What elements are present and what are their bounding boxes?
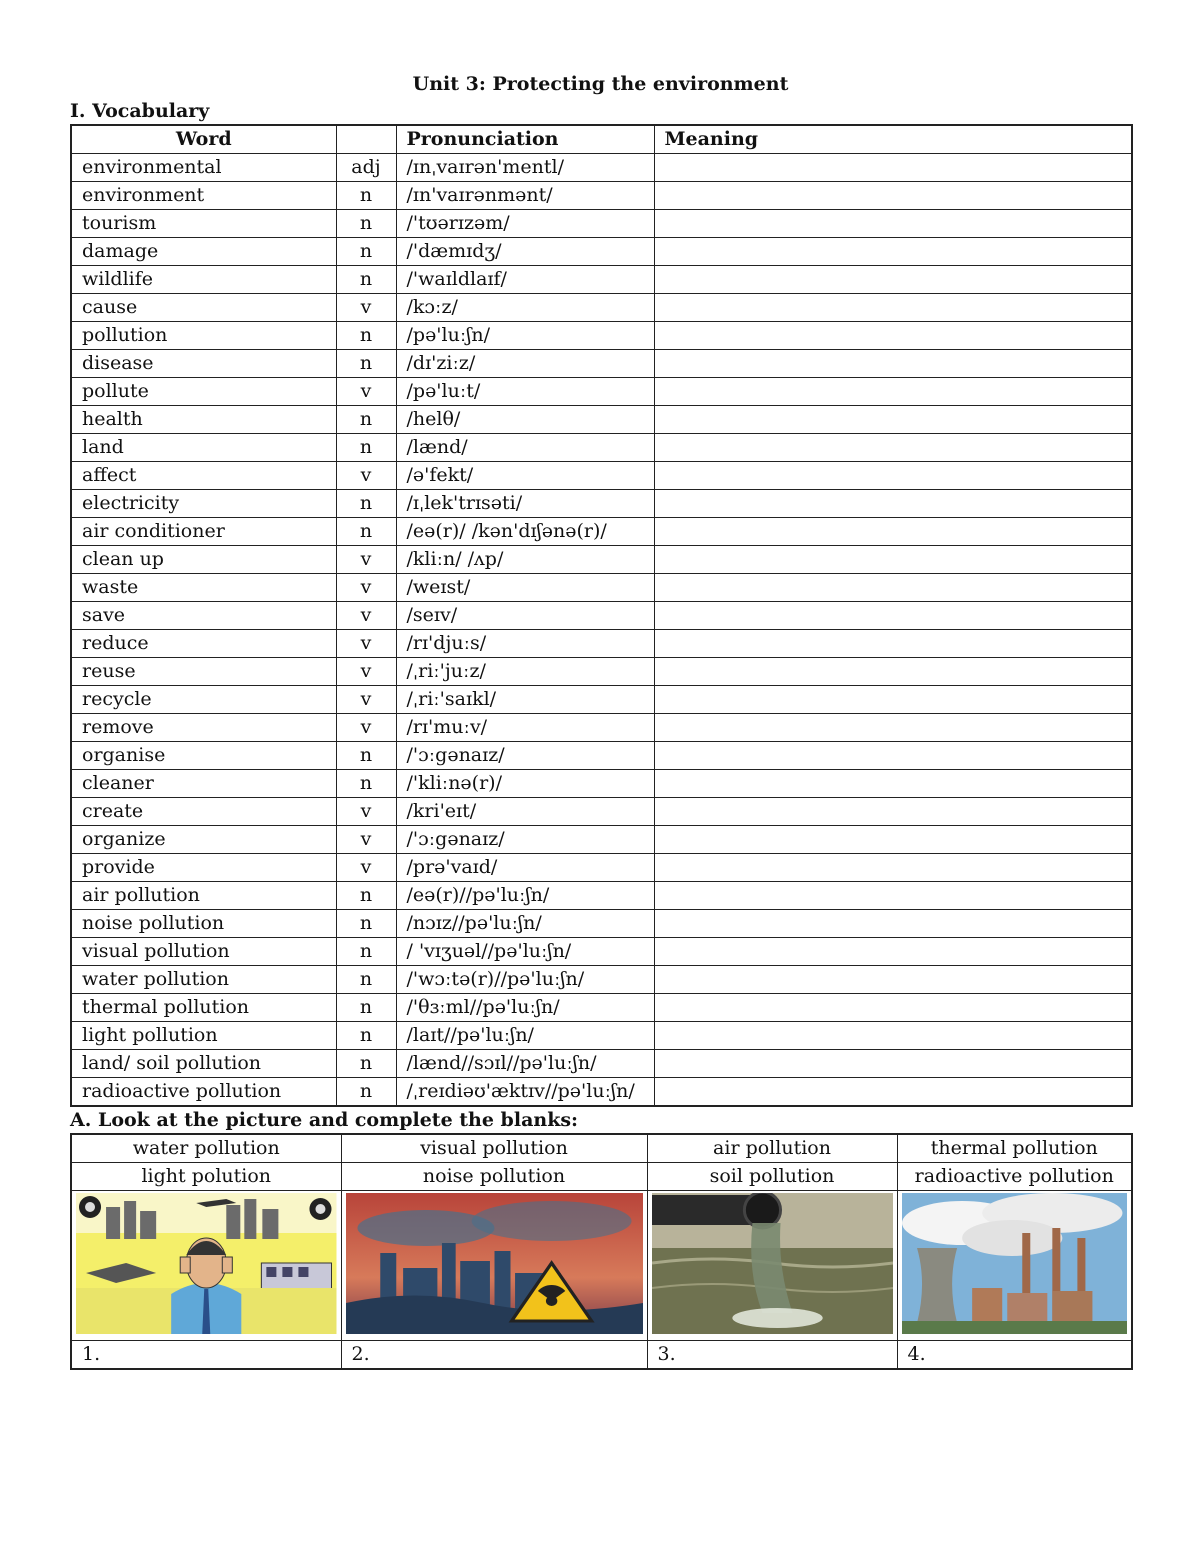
vocab-part-of-speech: v — [336, 294, 396, 322]
vocab-part-of-speech: v — [336, 714, 396, 742]
vocab-row — [71, 574, 1132, 602]
vocab-pronunciation: /'dæmɪdʒ/ — [396, 238, 654, 266]
vocab-word: recycle — [71, 686, 336, 714]
vocab-row — [71, 518, 1132, 546]
vocab-part-of-speech: n — [336, 1022, 396, 1050]
vocab-part-of-speech: n — [336, 182, 396, 210]
vocab-word: environment — [71, 182, 336, 210]
vocab-part-of-speech: n — [336, 406, 396, 434]
vocab-word: pollute — [71, 378, 336, 406]
vocab-word: provide — [71, 854, 336, 882]
vocab-part-of-speech: n — [336, 994, 396, 1022]
vocab-pronunciation: /eə(r)/ /kən'dɪʃənə(r)/ — [396, 518, 654, 546]
vocab-meaning-blank[interactable] — [654, 938, 1132, 966]
vocab-pronunciation: /ˌreɪdiəʊ'æktɪv//pə'luːʃn/ — [396, 1078, 654, 1107]
vocab-word: save — [71, 602, 336, 630]
vocab-pronunciation: /ɪn'vaɪrənmənt/ — [396, 182, 654, 210]
vocab-row — [71, 658, 1132, 686]
vocab-word: wildlife — [71, 266, 336, 294]
vocab-word: electricity — [71, 490, 336, 518]
vocab-part-of-speech: adj — [336, 154, 396, 182]
vocab-word: pollution — [71, 322, 336, 350]
vocab-word: damage — [71, 238, 336, 266]
vocab-word: air conditioner — [71, 518, 336, 546]
vocab-part-of-speech: v — [336, 686, 396, 714]
vocab-row — [71, 406, 1132, 434]
header-meaning: Meaning — [654, 125, 1132, 154]
vocab-row — [71, 742, 1132, 770]
vocab-meaning-blank[interactable] — [654, 770, 1132, 798]
radioactive-factory-illustration-icon — [346, 1193, 643, 1334]
vocab-meaning-blank[interactable] — [654, 630, 1132, 658]
vocab-meaning-blank[interactable] — [654, 518, 1132, 546]
vocab-pronunciation: /'θɜːml//pə'luːʃn/ — [396, 994, 654, 1022]
word-bank-item: air pollution — [647, 1134, 897, 1163]
picture-cell-2 — [341, 1191, 647, 1341]
vocab-part-of-speech: v — [336, 378, 396, 406]
vocab-part-of-speech: n — [336, 966, 396, 994]
picture-cell-4 — [897, 1191, 1132, 1341]
vocab-word: reuse — [71, 658, 336, 686]
vocab-meaning-blank[interactable] — [654, 742, 1132, 770]
vocab-word: health — [71, 406, 336, 434]
vocab-meaning-blank[interactable] — [654, 1078, 1132, 1107]
vocab-meaning-blank[interactable] — [654, 490, 1132, 518]
vocab-part-of-speech: n — [336, 938, 396, 966]
vocab-pronunciation: /ɪnˌvaɪrən'mentl/ — [396, 154, 654, 182]
vocab-word: cleaner — [71, 770, 336, 798]
vocab-row — [71, 210, 1132, 238]
vocab-pronunciation: /dɪ'ziːz/ — [396, 350, 654, 378]
vocab-row — [71, 686, 1132, 714]
vocab-pronunciation: /'ɔːgənaɪz/ — [396, 826, 654, 854]
vocab-word: noise pollution — [71, 910, 336, 938]
vocab-word: remove — [71, 714, 336, 742]
vocab-meaning-blank[interactable] — [654, 714, 1132, 742]
vocab-row — [71, 714, 1132, 742]
header-pronunciation: Pronunciation — [396, 125, 654, 154]
vocab-row — [71, 630, 1132, 658]
vocab-part-of-speech: v — [336, 602, 396, 630]
vocab-part-of-speech: v — [336, 826, 396, 854]
vocab-meaning-blank[interactable] — [654, 210, 1132, 238]
vocab-meaning-blank[interactable] — [654, 182, 1132, 210]
vocabulary-table — [70, 124, 1133, 1107]
vocab-meaning-blank[interactable] — [654, 686, 1132, 714]
vocab-pronunciation: /helθ/ — [396, 406, 654, 434]
vocab-part-of-speech: n — [336, 210, 396, 238]
vocab-part-of-speech: n — [336, 910, 396, 938]
vocab-word: affect — [71, 462, 336, 490]
vocab-part-of-speech: v — [336, 798, 396, 826]
pipe-discharging-water-photo-icon — [652, 1193, 893, 1334]
vocab-row — [71, 882, 1132, 910]
vocab-word: land/ soil pollution — [71, 1050, 336, 1078]
vocab-row — [71, 294, 1132, 322]
word-bank-item: soil pollution — [647, 1163, 897, 1191]
vocab-row — [71, 1050, 1132, 1078]
vocab-pronunciation: / 'vɪʒuəl//pə'luːʃn/ — [396, 938, 654, 966]
word-bank-item: water pollution — [71, 1134, 341, 1163]
vocab-row — [71, 966, 1132, 994]
vocab-part-of-speech: v — [336, 574, 396, 602]
vocab-part-of-speech: v — [336, 658, 396, 686]
vocab-pronunciation: /seɪv/ — [396, 602, 654, 630]
page-title: Unit 3: Protecting the environment — [412, 73, 789, 95]
vocab-pronunciation: /kri'eɪt/ — [396, 798, 654, 826]
vocab-word: cause — [71, 294, 336, 322]
vocab-row — [71, 434, 1132, 462]
vocab-pronunciation: /lænd//sɔɪl//pə'luːʃn/ — [396, 1050, 654, 1078]
vocab-word: organise — [71, 742, 336, 770]
vocab-pronunciation: /eə(r)//pə'luːʃn/ — [396, 882, 654, 910]
vocab-pronunciation: /rɪ'djuːs/ — [396, 630, 654, 658]
vocab-part-of-speech: n — [336, 770, 396, 798]
vocab-part-of-speech: n — [336, 434, 396, 462]
vocab-meaning-blank[interactable] — [654, 798, 1132, 826]
vocab-part-of-speech: n — [336, 742, 396, 770]
word-bank-item: thermal pollution — [897, 1134, 1132, 1163]
vocab-pronunciation: /nɔɪz//pə'luːʃn/ — [396, 910, 654, 938]
header-word: Word — [71, 125, 336, 154]
vocab-pronunciation: /kliːn/ /ʌp/ — [396, 546, 654, 574]
vocab-row — [71, 546, 1132, 574]
vocab-word: disease — [71, 350, 336, 378]
vocab-meaning-blank[interactable] — [654, 462, 1132, 490]
vocab-meaning-blank[interactable] — [654, 854, 1132, 882]
vocab-part-of-speech: n — [336, 518, 396, 546]
picture-cell-1 — [71, 1191, 341, 1341]
vocab-meaning-blank[interactable] — [654, 966, 1132, 994]
vocab-row — [71, 182, 1132, 210]
vocab-pronunciation: /'tʊərɪzəm/ — [396, 210, 654, 238]
vocab-row — [71, 490, 1132, 518]
vocab-word: tourism — [71, 210, 336, 238]
vocab-word: clean up — [71, 546, 336, 574]
word-bank-item: visual pollution — [341, 1134, 647, 1163]
vocab-meaning-blank[interactable] — [654, 322, 1132, 350]
answer-blank-1[interactable]: 1. — [71, 1341, 341, 1370]
vocab-pronunciation: /prə'vaɪd/ — [396, 854, 654, 882]
vocab-body — [71, 154, 1132, 1107]
vocab-word: organize — [71, 826, 336, 854]
vocab-word: thermal pollution — [71, 994, 336, 1022]
word-bank-row — [71, 1134, 1132, 1163]
vocab-word: reduce — [71, 630, 336, 658]
worksheet-page — [70, 70, 1131, 1370]
header-pos — [336, 125, 396, 154]
vocab-row — [71, 798, 1132, 826]
vocab-part-of-speech: n — [336, 490, 396, 518]
vocab-meaning-blank[interactable] — [654, 238, 1132, 266]
vocab-part-of-speech: v — [336, 854, 396, 882]
vocab-pronunciation: /weɪst/ — [396, 574, 654, 602]
vocab-part-of-speech: v — [336, 630, 396, 658]
vocab-row — [71, 154, 1132, 182]
vocab-row — [71, 266, 1132, 294]
vocab-pronunciation: /lænd/ — [396, 434, 654, 462]
answer-blank-3[interactable]: 3. — [647, 1341, 897, 1370]
word-bank-item: noise pollution — [341, 1163, 647, 1191]
word-bank-item: radioactive pollution — [897, 1163, 1132, 1191]
vocab-part-of-speech: n — [336, 266, 396, 294]
vocab-meaning-blank[interactable] — [654, 546, 1132, 574]
vocab-part-of-speech: v — [336, 462, 396, 490]
vocab-pronunciation: /'kliːnə(r)/ — [396, 770, 654, 798]
vocab-part-of-speech: n — [336, 1050, 396, 1078]
vocab-pronunciation: /'ɔːgənaɪz/ — [396, 742, 654, 770]
vocab-pronunciation: /laɪt//pə'luːʃn/ — [396, 1022, 654, 1050]
picture-exercise-table — [70, 1133, 1133, 1370]
vocab-meaning-blank[interactable] — [654, 1050, 1132, 1078]
cooling-towers-power-plant-photo-icon — [902, 1193, 1128, 1334]
vocab-meaning-blank[interactable] — [654, 378, 1132, 406]
vocab-meaning-blank[interactable] — [654, 910, 1132, 938]
vocab-row — [71, 1022, 1132, 1050]
vocab-pronunciation: /rɪ'muːv/ — [396, 714, 654, 742]
vocab-row — [71, 770, 1132, 798]
picture-row — [71, 1191, 1132, 1341]
answer-blank-2[interactable]: 2. — [341, 1341, 647, 1370]
vocab-part-of-speech: n — [336, 238, 396, 266]
vocab-row — [71, 322, 1132, 350]
vocab-meaning-blank[interactable] — [654, 826, 1132, 854]
word-bank-item: light polution — [71, 1163, 341, 1191]
vocab-row — [71, 602, 1132, 630]
vocab-pronunciation: /ɪˌlek'trɪsəti/ — [396, 490, 654, 518]
vocab-meaning-blank[interactable] — [654, 294, 1132, 322]
vocab-row — [71, 854, 1132, 882]
vocab-meaning-blank[interactable] — [654, 994, 1132, 1022]
vocab-word: radioactive pollution — [71, 1078, 336, 1107]
vocab-word: create — [71, 798, 336, 826]
vocab-row — [71, 378, 1132, 406]
vocab-word: water pollution — [71, 966, 336, 994]
vocab-row — [71, 238, 1132, 266]
vocab-part-of-speech: n — [336, 882, 396, 910]
vocab-word: land — [71, 434, 336, 462]
vocab-word: environmental — [71, 154, 336, 182]
vocab-row — [71, 910, 1132, 938]
vocab-meaning-blank[interactable] — [654, 602, 1132, 630]
vocab-row — [71, 826, 1132, 854]
vocab-row — [71, 938, 1132, 966]
answer-row — [71, 1341, 1132, 1370]
vocab-meaning-blank[interactable] — [654, 434, 1132, 462]
vocab-pronunciation: /ˌriː'juːz/ — [396, 658, 654, 686]
answer-blank-4[interactable]: 4. — [897, 1341, 1132, 1370]
vocab-pronunciation: /'waɪldlaɪf/ — [396, 266, 654, 294]
vocab-row — [71, 1078, 1132, 1107]
vocab-header-row — [71, 125, 1132, 154]
vocab-part-of-speech: v — [336, 546, 396, 574]
vocab-part-of-speech: n — [336, 322, 396, 350]
picture-cell-3 — [647, 1191, 897, 1341]
vocab-meaning-blank[interactable] — [654, 1022, 1132, 1050]
vocab-row — [71, 994, 1132, 1022]
vocab-meaning-blank[interactable] — [654, 266, 1132, 294]
word-bank-row — [71, 1163, 1132, 1191]
vocab-word: visual pollution — [71, 938, 336, 966]
vocab-meaning-blank[interactable] — [654, 154, 1132, 182]
vocab-meaning-blank[interactable] — [654, 406, 1132, 434]
vocab-row — [71, 462, 1132, 490]
vocab-row — [71, 350, 1132, 378]
exercise-a-heading: A. Look at the picture and complete the blanks: — [70, 1109, 579, 1131]
vocab-meaning-blank[interactable] — [654, 882, 1132, 910]
vocab-pronunciation: /ə'fekt/ — [396, 462, 654, 490]
noise-pollution-cartoon-icon — [76, 1193, 337, 1334]
vocab-pronunciation: /ˌriː'saɪkl/ — [396, 686, 654, 714]
vocabulary-heading: I. Vocabulary — [70, 100, 210, 122]
vocab-part-of-speech: n — [336, 350, 396, 378]
vocab-word: light pollution — [71, 1022, 336, 1050]
vocab-meaning-blank[interactable] — [654, 574, 1132, 602]
vocab-part-of-speech: n — [336, 1078, 396, 1107]
vocab-meaning-blank[interactable] — [654, 350, 1132, 378]
vocab-word: waste — [71, 574, 336, 602]
vocab-pronunciation: /'wɔːtə(r)//pə'luːʃn/ — [396, 966, 654, 994]
vocab-pronunciation: /pə'luːt/ — [396, 378, 654, 406]
vocab-pronunciation: /kɔːz/ — [396, 294, 654, 322]
vocab-word: air pollution — [71, 882, 336, 910]
vocab-meaning-blank[interactable] — [654, 658, 1132, 686]
vocab-pronunciation: /pə'luːʃn/ — [396, 322, 654, 350]
